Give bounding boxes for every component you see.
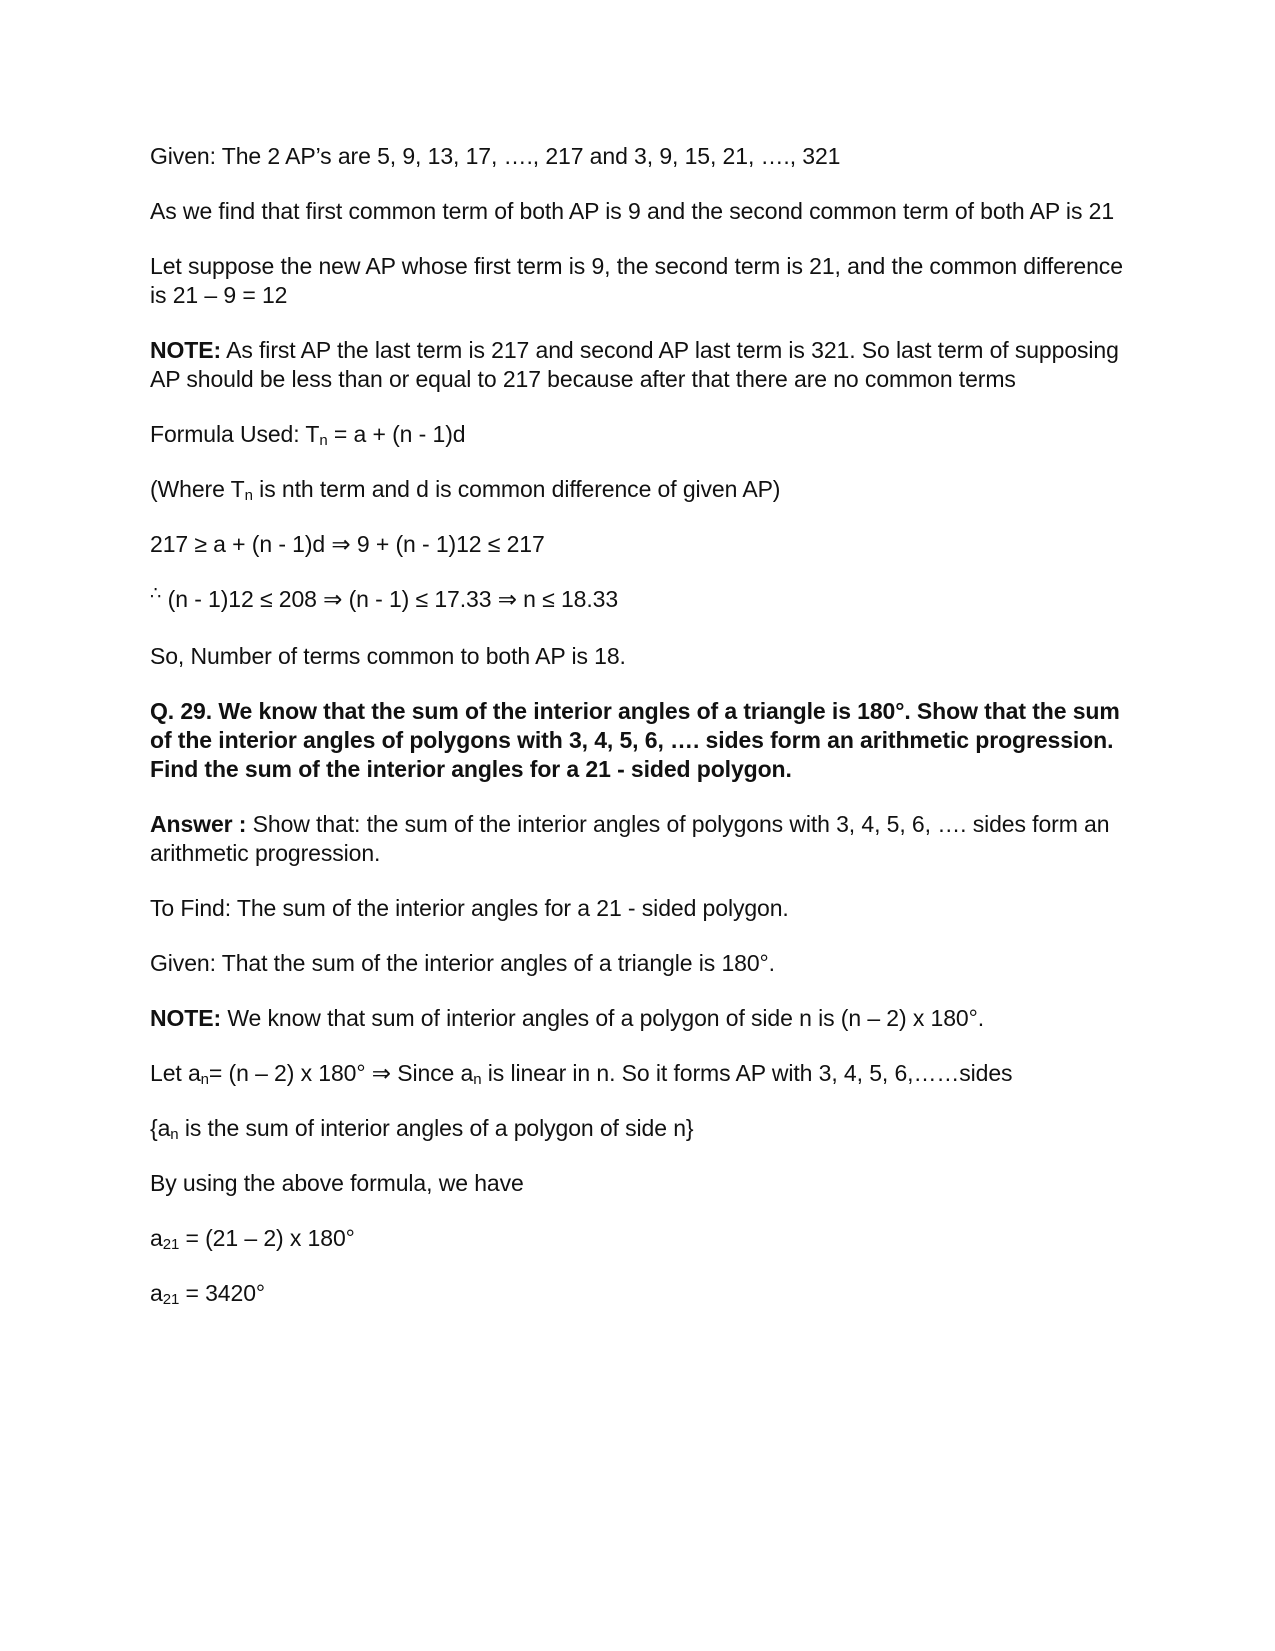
inequality-text-2: (n - 1)12 ≤ 208 ⇒ (n - 1) ≤ 17.33 ⇒ n ≤ 18.33 (161, 586, 619, 612)
given-aps-text: Given: The 2 AP’s are 5, 9, 13, 17, …., 217 and 3, 9, 15, 21, …., 321 (150, 143, 841, 169)
let-an-line (150, 1059, 1130, 1088)
note-text: As first AP the last term is 217 and second AP last term is 321. So last term of supposing AP should be less than or equal to 217 because after that there are no common terms (150, 337, 1119, 392)
note-text-2: We know that sum of interior angles of a polygon of side n is (n – 2) x 180°. (221, 1005, 984, 1031)
question-heading (150, 697, 1130, 784)
where-line (150, 475, 1130, 504)
answer-paragraph (150, 810, 1130, 868)
a21-rest: = (21 – 2) x 180° (179, 1225, 355, 1251)
formula-line (150, 420, 1130, 449)
where-prefix: (Where T (150, 476, 245, 502)
brace-rest: is the sum of interior angles of a polygon of side n} (178, 1115, 694, 1141)
new-ap-paragraph (150, 252, 1130, 310)
let-prefix: Let a (150, 1060, 201, 1086)
given-aps-line (150, 142, 1130, 171)
answer-label: Answer : (150, 811, 247, 837)
where-subscript: n (244, 487, 253, 504)
new-ap-text: Let suppose the new AP whose first term is 9, the second term is 21, and the common difference is 21 – 9 = 12 (150, 253, 1123, 308)
given-triangle-text: Given: That the sum of the interior angles of a triangle is 180°. (150, 950, 775, 976)
conclusion-line (150, 642, 1130, 671)
document-page (150, 142, 1130, 1334)
brace-prefix: {a (150, 1115, 171, 1141)
let-subscript-2: n (473, 1071, 482, 1088)
a21b-prefix: a (150, 1280, 163, 1306)
using-formula-line (150, 1169, 1130, 1198)
note-label-2: NOTE: (150, 1005, 222, 1031)
question-text: Q. 29. We know that the sum of the interior angles of a triangle is 180°. Show that the sum of the interior angles of polygons with 3, 4, 5, 6, …. sides form an arithmetic progression. Find the sum of the interior angles for a 21 - sided polygon. (150, 698, 1120, 782)
therefore-symbol: ∴ (150, 583, 162, 603)
to-find-line (150, 894, 1130, 923)
note-paragraph-2 (150, 1004, 1130, 1033)
let-middle: = (n – 2) x 180° ⇒ Since a (208, 1060, 474, 1086)
using-formula-text: By using the above formula, we have (150, 1170, 524, 1196)
inequality-line-2 (150, 585, 1130, 616)
let-subscript-1: n (200, 1071, 209, 1088)
brace-definition-line (150, 1114, 1130, 1143)
common-terms-text: As we find that first common term of both AP is 9 and the second common term of both AP is 21 (150, 198, 1115, 224)
a21-subscript: 21 (162, 1236, 180, 1253)
to-find-text: To Find: The sum of the interior angles for a 21 - sided polygon. (150, 895, 789, 921)
a21-formula-line (150, 1224, 1130, 1253)
given-triangle-line (150, 949, 1130, 978)
answer-text: Show that: the sum of the interior angles of polygons with 3, 4, 5, 6, …. sides form an arithmetic progression. (150, 811, 1110, 866)
inequality-line-1 (150, 530, 1130, 559)
a21-prefix: a (150, 1225, 163, 1251)
brace-subscript: n (170, 1126, 179, 1143)
note-label: NOTE: (150, 337, 222, 363)
conclusion-text: So, Number of terms common to both AP is 18. (150, 643, 626, 669)
common-terms-paragraph (150, 197, 1130, 226)
formula-subscript: n (319, 432, 328, 449)
a21-result-line (150, 1279, 1130, 1308)
inequality-text-1: 217 ≥ a + (n - 1)d ⇒ 9 + (n - 1)12 ≤ 217 (150, 531, 545, 557)
formula-rest: = a + (n - 1)d (327, 421, 466, 447)
formula-prefix: Formula Used: T (150, 421, 320, 447)
where-rest: is nth term and d is common difference of given AP) (252, 476, 781, 502)
a21b-subscript: 21 (162, 1291, 180, 1308)
note-paragraph-1 (150, 336, 1130, 394)
a21b-rest: = 3420° (179, 1280, 265, 1306)
let-rest: is linear in n. So it forms AP with 3, 4, 5, 6,……sides (481, 1060, 1013, 1086)
